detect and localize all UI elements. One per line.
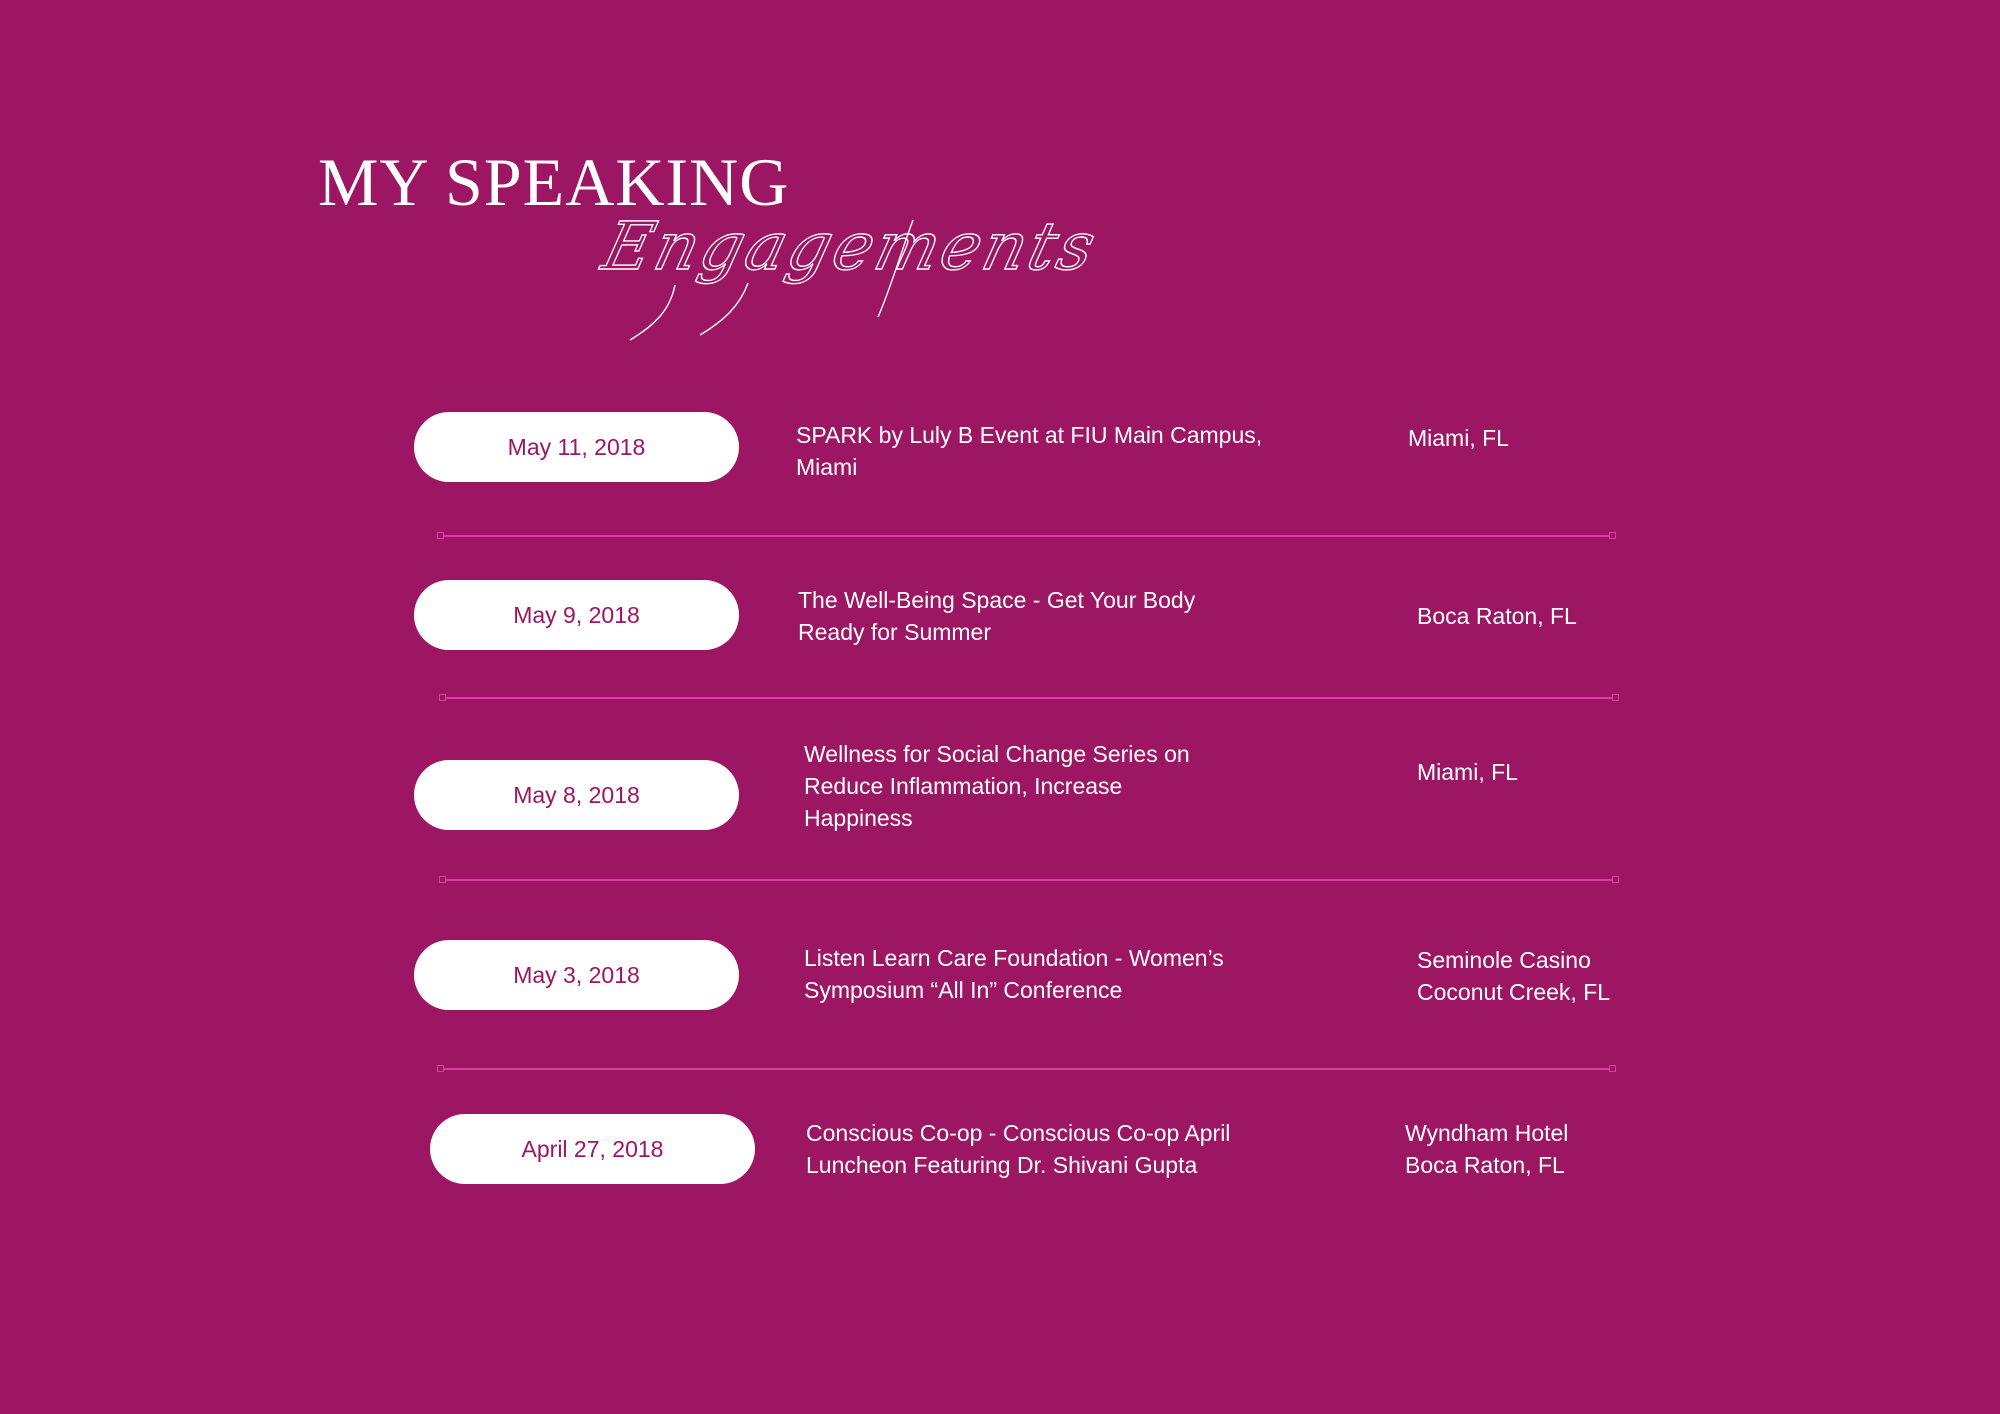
row-divider — [441, 1068, 1612, 1070]
event-title: The Well-Being Space - Get Your Body Ready for Summer — [798, 587, 1196, 645]
event-title: Wellness for Social Change Series on Reduce Inflammation, Increase Happiness — [804, 741, 1190, 831]
event-location: Miami, FL — [1408, 425, 1509, 451]
event-location: Miami, FL — [1417, 759, 1518, 785]
event-location: Boca Raton, FL — [1417, 603, 1577, 629]
page-subtitle-script: Engagements — [595, 208, 1106, 285]
date-pill: April 27, 2018 — [430, 1114, 755, 1184]
row-divider — [441, 535, 1612, 537]
date-pill: May 8, 2018 — [414, 760, 739, 830]
date-pill: May 9, 2018 — [414, 580, 739, 650]
event-location: Seminole Casino Coconut Creek, FL — [1417, 947, 1611, 1005]
event-title: Listen Learn Care Foundation - Women’s Symposium “All In” Conference — [804, 945, 1224, 1003]
date-pill: May 3, 2018 — [414, 940, 739, 1010]
script-flourish-decoration — [600, 215, 1020, 345]
date-pill: May 11, 2018 — [414, 412, 739, 482]
event-title: SPARK by Luly B Event at FIU Main Campus, Miami — [796, 422, 1263, 480]
row-divider — [443, 879, 1615, 881]
event-title: Conscious Co-op - Conscious Co-op April Luncheon Featuring Dr. Shivani Gupta — [806, 1120, 1231, 1178]
row-divider — [443, 697, 1615, 699]
event-location: Wyndham Hotel Boca Raton, FL — [1405, 1120, 1569, 1178]
page-title: MY SPEAKING — [318, 144, 790, 220]
